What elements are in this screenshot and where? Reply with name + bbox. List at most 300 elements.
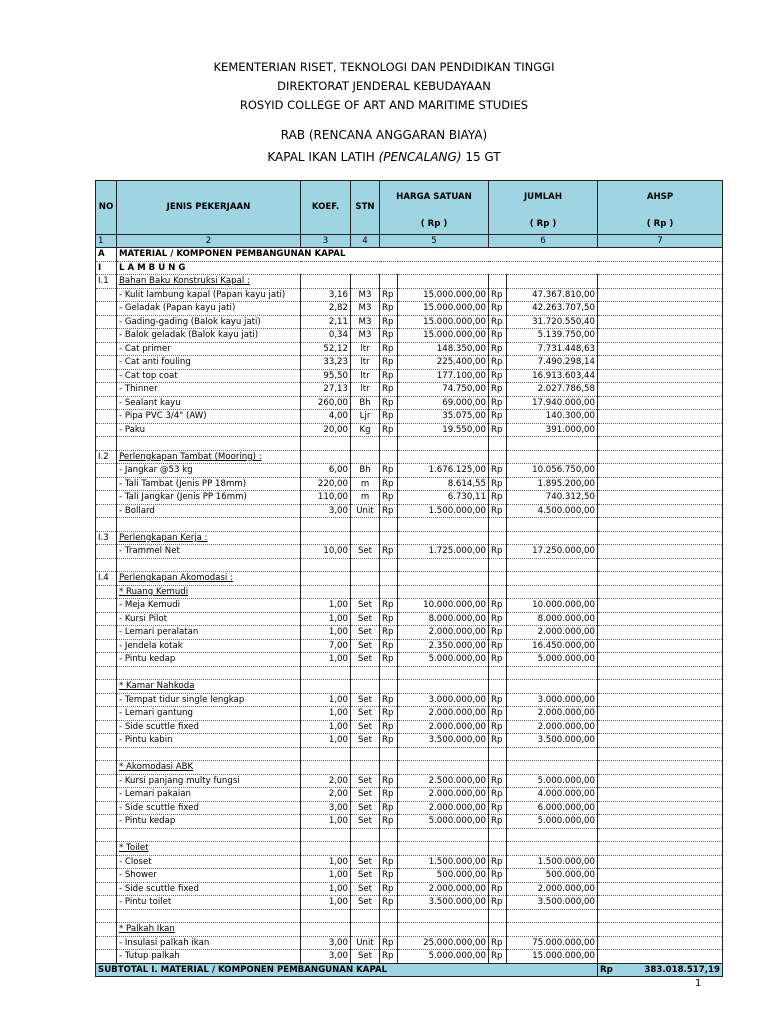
empty-cell <box>398 518 489 532</box>
item-jumlah-currency: Rp <box>489 882 507 896</box>
item-jumlah-currency: Rp <box>489 815 507 829</box>
item-description: - Tempat tidur single lengkap <box>117 693 301 707</box>
row-number <box>96 302 117 316</box>
item-jumlah: 3.500.000,00 <box>507 896 598 910</box>
table-row <box>96 477 723 491</box>
item-jumlah: 7.490.298,14 <box>507 356 598 370</box>
empty-cell <box>489 558 507 572</box>
row-number <box>96 288 117 302</box>
subtitle-italic: (PENCALANG) <box>378 150 462 164</box>
empty-cell <box>398 531 489 545</box>
item-koef: 4,00 <box>301 410 351 424</box>
row-number <box>96 585 117 599</box>
item-description: - Tutup palkah <box>117 950 301 964</box>
item-unit: Set <box>351 788 380 802</box>
row-number <box>96 801 117 815</box>
item-ahsp <box>598 315 723 329</box>
item-jumlah: 2.000.000,00 <box>507 626 598 640</box>
empty-cell <box>301 585 351 599</box>
empty-cell <box>398 666 489 680</box>
row-number <box>96 923 117 937</box>
item-unit: m <box>351 491 380 505</box>
item-description: - Paku <box>117 423 301 437</box>
item-description: - Side scuttle fixed <box>117 882 301 896</box>
item-harga-currency: Rp <box>380 396 398 410</box>
empty-cell <box>380 572 398 586</box>
item-jumlah: 4.000.000,00 <box>507 788 598 802</box>
item-description: - Geladak (Papan kayu jati) <box>117 302 301 316</box>
empty-cell <box>489 666 507 680</box>
item-jumlah: 1.500.000,00 <box>507 855 598 869</box>
row-number: I.1 <box>96 275 117 289</box>
item-unit: Set <box>351 599 380 613</box>
row-number <box>96 626 117 640</box>
item-harga-currency: Rp <box>380 315 398 329</box>
table-row <box>96 693 723 707</box>
empty-cell <box>507 585 598 599</box>
empty-cell <box>351 842 380 856</box>
group-title: Perlengkapan Tambat (Mooring) : <box>117 450 301 464</box>
item-jumlah: 1.895.200,00 <box>507 477 598 491</box>
empty-cell <box>489 531 507 545</box>
empty-cell <box>598 275 723 289</box>
empty-cell <box>507 666 598 680</box>
item-unit: Set <box>351 801 380 815</box>
rab-body <box>96 248 723 964</box>
item-description: - Lemari peralatan <box>117 626 301 640</box>
row-number <box>96 396 117 410</box>
item-jumlah-currency: Rp <box>489 288 507 302</box>
table-row <box>96 896 723 910</box>
item-koef: 1,00 <box>301 720 351 734</box>
item-ahsp <box>598 356 723 370</box>
item-harga-currency: Rp <box>380 693 398 707</box>
empty-cell <box>117 558 301 572</box>
item-harga: 35.075,00 <box>398 410 489 424</box>
empty-cell <box>301 747 351 761</box>
table-row <box>96 923 723 937</box>
document-subtitle <box>0 150 768 164</box>
item-jumlah-currency: Rp <box>489 369 507 383</box>
empty-cell <box>398 437 489 451</box>
document-title: RAB (RENCANA ANGGARAN BIAYA) <box>280 128 488 142</box>
item-harga: 3.500.000,00 <box>398 734 489 748</box>
table-row <box>96 410 723 424</box>
item-jumlah: 3.000.000,00 <box>507 693 598 707</box>
row-number <box>96 680 117 694</box>
col-header-koef: KOEF. <box>301 181 351 235</box>
row-number <box>96 815 117 829</box>
item-harga: 2.000.000,00 <box>398 788 489 802</box>
item-ahsp <box>598 788 723 802</box>
item-harga-currency: Rp <box>380 369 398 383</box>
table-row <box>96 626 723 640</box>
item-harga: 2.000.000,00 <box>398 801 489 815</box>
empty-cell <box>351 585 380 599</box>
item-harga-currency: Rp <box>380 788 398 802</box>
empty-cell <box>301 275 351 289</box>
item-jumlah-currency: Rp <box>489 599 507 613</box>
ministry-heading: KEMENTERIAN RISET, TEKNOLOGI DAN PENDIDIKAN TINGGI <box>213 60 555 74</box>
item-harga-currency: Rp <box>380 869 398 883</box>
table-row <box>96 302 723 316</box>
empty-cell <box>398 747 489 761</box>
item-jumlah-currency: Rp <box>489 383 507 397</box>
item-harga-currency: Rp <box>380 342 398 356</box>
table-row <box>96 909 723 923</box>
empty-cell <box>598 909 723 923</box>
empty-cell <box>489 761 507 775</box>
empty-cell <box>351 761 380 775</box>
item-ahsp <box>598 410 723 424</box>
item-unit: M3 <box>351 329 380 343</box>
col-num: 4 <box>351 234 380 248</box>
empty-cell <box>301 531 351 545</box>
empty-cell <box>489 842 507 856</box>
empty-cell <box>96 666 117 680</box>
empty-cell <box>489 680 507 694</box>
item-koef: 1,00 <box>301 815 351 829</box>
item-jumlah-currency: Rp <box>489 315 507 329</box>
item-ahsp <box>598 774 723 788</box>
item-description: - Gading-gading (Balok kayu jati) <box>117 315 301 329</box>
item-harga: 2.000.000,00 <box>398 626 489 640</box>
item-unit: ltr <box>351 356 380 370</box>
item-ahsp <box>598 720 723 734</box>
item-koef: 2,00 <box>301 774 351 788</box>
empty-cell <box>96 558 117 572</box>
item-description: - Cat anti fouling <box>117 356 301 370</box>
group-title: Perlengkapan Kerja : <box>117 531 301 545</box>
item-jumlah: 500.000,00 <box>507 869 598 883</box>
empty-cell <box>598 437 723 451</box>
empty-cell <box>598 761 723 775</box>
empty-cell <box>507 747 598 761</box>
item-ahsp <box>598 477 723 491</box>
table-row <box>96 801 723 815</box>
item-unit: Bh <box>351 396 380 410</box>
item-harga-currency: Rp <box>380 545 398 559</box>
item-jumlah-currency: Rp <box>489 774 507 788</box>
item-harga: 15.000.000,00 <box>398 302 489 316</box>
row-number: I.2 <box>96 450 117 464</box>
table-row <box>96 761 723 775</box>
item-harga: 15.000.000,00 <box>398 315 489 329</box>
item-harga-currency: Rp <box>380 302 398 316</box>
item-harga: 3.000.000,00 <box>398 693 489 707</box>
empty-cell <box>489 828 507 842</box>
empty-cell <box>351 747 380 761</box>
item-description: - Trammel Net <box>117 545 301 559</box>
row-number <box>96 477 117 491</box>
empty-cell <box>380 275 398 289</box>
item-koef: 52,12 <box>301 342 351 356</box>
item-jumlah-currency: Rp <box>489 720 507 734</box>
col-header-harga-unit: ( Rp ) <box>380 214 489 235</box>
empty-cell <box>507 909 598 923</box>
empty-cell <box>351 275 380 289</box>
empty-cell <box>380 923 398 937</box>
item-jumlah: 8.000.000,00 <box>507 612 598 626</box>
item-koef: 220,00 <box>301 477 351 491</box>
col-num: 1 <box>96 234 117 248</box>
empty-cell <box>351 666 380 680</box>
item-unit: Set <box>351 855 380 869</box>
item-ahsp <box>598 383 723 397</box>
empty-cell <box>489 572 507 586</box>
group-title: Bahan Baku Konstruksi Kapal : <box>117 275 301 289</box>
item-description: - Pintu toilet <box>117 896 301 910</box>
table-row <box>96 504 723 518</box>
empty-cell <box>598 842 723 856</box>
row-number <box>96 491 117 505</box>
empty-cell <box>301 572 351 586</box>
empty-cell <box>489 518 507 532</box>
empty-cell <box>398 450 489 464</box>
item-koef: 7,00 <box>301 639 351 653</box>
col-num: 5 <box>380 234 489 248</box>
empty-cell <box>598 828 723 842</box>
item-harga-currency: Rp <box>380 464 398 478</box>
empty-cell <box>380 828 398 842</box>
row-number <box>96 842 117 856</box>
item-jumlah: 10.056.750,00 <box>507 464 598 478</box>
item-ahsp <box>598 707 723 721</box>
item-harga-currency: Rp <box>380 504 398 518</box>
item-jumlah-currency: Rp <box>489 612 507 626</box>
item-koef: 1,00 <box>301 626 351 640</box>
item-koef: 110,00 <box>301 491 351 505</box>
item-description: - Thinner <box>117 383 301 397</box>
empty-cell <box>301 761 351 775</box>
item-jumlah-currency: Rp <box>489 950 507 964</box>
col-header-stn: STN <box>351 181 380 235</box>
empty-cell <box>489 275 507 289</box>
item-koef: 2,82 <box>301 302 351 316</box>
item-unit: Set <box>351 896 380 910</box>
item-jumlah-currency: Rp <box>489 626 507 640</box>
item-harga-currency: Rp <box>380 491 398 505</box>
row-number: I.4 <box>96 572 117 586</box>
subtitle-part: KAPAL IKAN LATIH <box>267 150 379 164</box>
empty-cell <box>96 747 117 761</box>
item-harga: 2.500.000,00 <box>398 774 489 788</box>
item-description: - Lemari gantung <box>117 707 301 721</box>
row-number: A <box>96 248 117 262</box>
empty-cell <box>507 572 598 586</box>
subtitle-tonnage: 15 GT <box>461 150 501 164</box>
item-harga-currency: Rp <box>380 626 398 640</box>
col-header-ahsp-unit: ( Rp ) <box>598 214 723 235</box>
table-row <box>96 950 723 964</box>
item-ahsp <box>598 693 723 707</box>
empty-cell <box>301 909 351 923</box>
item-ahsp <box>598 869 723 883</box>
item-harga-currency: Rp <box>380 329 398 343</box>
row-number <box>96 788 117 802</box>
section-title: MATERIAL / KOMPONEN PEMBANGUNAN KAPAL <box>117 248 723 262</box>
item-ahsp <box>598 626 723 640</box>
item-ahsp <box>598 545 723 559</box>
item-koef: 3,00 <box>301 936 351 950</box>
row-number <box>96 383 117 397</box>
item-jumlah-currency: Rp <box>489 639 507 653</box>
empty-cell <box>598 531 723 545</box>
item-jumlah-currency: Rp <box>489 788 507 802</box>
item-description: - Pipa PVC 3/4" (AW) <box>117 410 301 424</box>
item-jumlah-currency: Rp <box>489 477 507 491</box>
item-unit: Set <box>351 612 380 626</box>
table-row <box>96 720 723 734</box>
empty-cell <box>398 842 489 856</box>
empty-cell <box>301 842 351 856</box>
item-jumlah: 16.450.000,00 <box>507 639 598 653</box>
row-number <box>96 315 117 329</box>
item-harga: 2.000.000,00 <box>398 882 489 896</box>
item-unit: Set <box>351 639 380 653</box>
table-row <box>96 612 723 626</box>
table-row <box>96 288 723 302</box>
item-harga-currency: Rp <box>380 815 398 829</box>
empty-cell <box>117 437 301 451</box>
item-harga-currency: Rp <box>380 720 398 734</box>
item-description: - Cat top coat <box>117 369 301 383</box>
table-row <box>96 842 723 856</box>
item-harga: 225.400,00 <box>398 356 489 370</box>
item-unit: Set <box>351 707 380 721</box>
empty-cell <box>351 531 380 545</box>
empty-cell <box>598 747 723 761</box>
item-harga-currency: Rp <box>380 936 398 950</box>
item-harga: 69.000,00 <box>398 396 489 410</box>
college-heading: ROSYID COLLEGE OF ART AND MARITIME STUDIES <box>239 98 529 112</box>
empty-cell <box>117 666 301 680</box>
col-num: 6 <box>489 234 598 248</box>
empty-cell <box>507 828 598 842</box>
col-header-jumlah-unit: ( Rp ) <box>489 214 598 235</box>
item-unit: Set <box>351 545 380 559</box>
item-description: - Jendela kotak <box>117 639 301 653</box>
table-row <box>96 491 723 505</box>
empty-cell <box>507 531 598 545</box>
empty-cell <box>351 828 380 842</box>
item-jumlah-currency: Rp <box>489 653 507 667</box>
empty-cell <box>489 585 507 599</box>
item-unit: Bh <box>351 464 380 478</box>
item-jumlah: 5.000.000,00 <box>507 653 598 667</box>
item-description: - Tali Tambat (Jenis PP 18mm) <box>117 477 301 491</box>
item-description: - Pintu kedap <box>117 815 301 829</box>
item-jumlah: 5.139.750,00 <box>507 329 598 343</box>
table-row <box>96 383 723 397</box>
empty-cell <box>507 518 598 532</box>
item-unit: ltr <box>351 369 380 383</box>
item-unit: M3 <box>351 315 380 329</box>
item-jumlah: 75.000.000,00 <box>507 936 598 950</box>
item-unit: Unit <box>351 504 380 518</box>
empty-cell <box>351 518 380 532</box>
empty-cell <box>380 558 398 572</box>
item-jumlah-currency: Rp <box>489 329 507 343</box>
empty-cell <box>507 275 598 289</box>
item-koef: 1,00 <box>301 882 351 896</box>
empty-cell <box>598 585 723 599</box>
empty-cell <box>507 450 598 464</box>
table-row <box>96 653 723 667</box>
table-row <box>96 869 723 883</box>
item-description: - Cat primer <box>117 342 301 356</box>
row-number <box>96 342 117 356</box>
item-ahsp <box>598 936 723 950</box>
row-number <box>96 734 117 748</box>
item-description: - Kursi Pilot <box>117 612 301 626</box>
row-number <box>96 855 117 869</box>
item-jumlah: 2.000.000,00 <box>507 707 598 721</box>
item-description: - Kulit lambung kapal (Papan kayu jati) <box>117 288 301 302</box>
item-harga: 8.614,55 <box>398 477 489 491</box>
row-number <box>96 869 117 883</box>
subtotal-currency: Rp <box>600 964 613 975</box>
table-row <box>96 450 723 464</box>
item-harga: 1.676.125,00 <box>398 464 489 478</box>
row-number <box>96 464 117 478</box>
item-description: - Side scuttle fixed <box>117 720 301 734</box>
item-harga-currency: Rp <box>380 855 398 869</box>
item-harga-currency: Rp <box>380 734 398 748</box>
item-koef: 1,00 <box>301 707 351 721</box>
empty-cell <box>598 572 723 586</box>
item-koef: 3,00 <box>301 504 351 518</box>
row-number <box>96 545 117 559</box>
item-harga: 15.000.000,00 <box>398 288 489 302</box>
empty-cell <box>598 518 723 532</box>
empty-cell <box>351 572 380 586</box>
empty-cell <box>598 558 723 572</box>
col-header-ahsp: AHSP <box>598 181 723 214</box>
item-description: - Insulasi palkah ikan <box>117 936 301 950</box>
item-description: - Tali Jangkar (Jenis PP 16mm) <box>117 491 301 505</box>
empty-cell <box>598 450 723 464</box>
table-row <box>96 747 723 761</box>
item-koef: 0,34 <box>301 329 351 343</box>
item-unit: Unit <box>351 936 380 950</box>
item-koef: 1,00 <box>301 855 351 869</box>
item-koef: 3,00 <box>301 950 351 964</box>
item-harga-currency: Rp <box>380 356 398 370</box>
group-title: Perlengkapan Akomodasi : <box>117 572 301 586</box>
row-number <box>96 356 117 370</box>
empty-cell <box>489 747 507 761</box>
item-harga-currency: Rp <box>380 383 398 397</box>
row-number <box>96 612 117 626</box>
table-row <box>96 774 723 788</box>
item-jumlah-currency: Rp <box>489 491 507 505</box>
item-harga: 2.000.000,00 <box>398 720 489 734</box>
table-row <box>96 558 723 572</box>
empty-cell <box>398 828 489 842</box>
item-koef: 1,00 <box>301 896 351 910</box>
table-row <box>96 734 723 748</box>
item-jumlah-currency: Rp <box>489 423 507 437</box>
item-harga-currency: Rp <box>380 801 398 815</box>
item-harga-currency: Rp <box>380 410 398 424</box>
item-harga: 148.350,00 <box>398 342 489 356</box>
row-number <box>96 599 117 613</box>
empty-cell <box>351 450 380 464</box>
row-number <box>96 369 117 383</box>
item-harga-currency: Rp <box>380 896 398 910</box>
item-ahsp <box>598 491 723 505</box>
